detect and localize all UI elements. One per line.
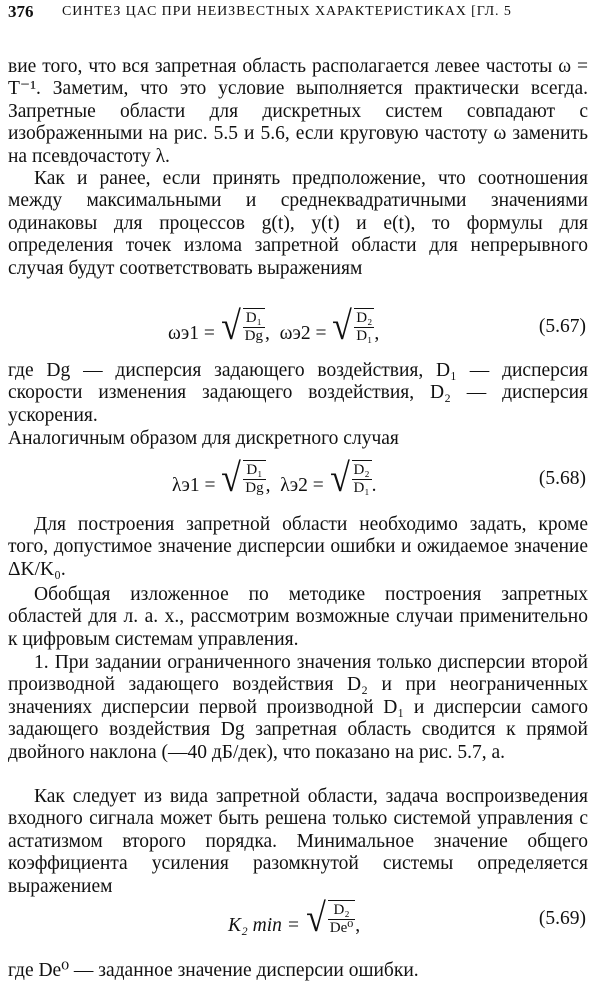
paragraph-2: Как и ранее, если принять предположение, что соотношения между максимальными и среднеквадратичными значениями одинаковы для процессов g(t), y(t) и e(t), то формулы для определения точек излома запретной области для непрерывного случая будут соответствовать выражениям	[8, 168, 588, 279]
sqrt-symbol: √ $\frac{\text{D₂}}{\text{D₁}}$	[332, 303, 373, 348]
page-number: 376	[8, 2, 34, 21]
paragraph-3: где Dg — дисперсия задающего воздействия, D₁ — дисперсия скорости изменения задающего воздействия, D₂ — дисперсия ускорения.	[8, 360, 588, 426]
running-header	[0, 0, 600, 26]
equation-number: (5.68)	[538, 468, 586, 489]
eq567-lhs1: ωэ1 =	[168, 323, 215, 344]
sqrt-symbol: √ $\frac{\text{D₁}}{Dg}$	[221, 455, 264, 500]
eq567-num2: D₂	[356, 309, 373, 326]
paragraph-7: 1. При задании ограниченного значения только дисперсии второй производной задающего воздействия D₂ и при неограниченных значениях дисперсии первой производной D₁ и дисперсии самого задающего воздействия Dg запретная область сводится к прямой двойного наклона (—40 дБ/дек), что показано на рис. 5.7, а.	[8, 652, 588, 763]
paragraph-4: Аналогичным образом для дискретного случая	[8, 428, 399, 449]
sqrt-symbol: √ $\frac{\text{D₁}}{Dg}$	[220, 303, 263, 348]
paragraph-1: вие того, что вся запретная область располагается левее частоты ω = T⁻¹. Заметим, что это условие выполняется практически всегда. Запретные области для дискретных систем совпадают с изображенными на рис. 5.5 и 5.6, если круговую частоту ω заменить на псевдочастоту λ.	[8, 56, 588, 167]
paragraph-5: Для построения запретной области необходимо задать, кроме того, допустимое значение дисперсии ошибки и ожидаемое значение ΔK/K₀.	[8, 514, 588, 580]
sqrt-symbol: √ $\frac{\text{D₂}}{\text{De⁰}}$	[305, 895, 354, 940]
equation-number: (5.69)	[538, 908, 586, 929]
equation-number: (5.67)	[538, 316, 586, 337]
eq567-den1: Dg	[244, 327, 263, 344]
eq567-den2: D₁	[356, 327, 373, 344]
eq568-den1: Dg	[245, 479, 264, 496]
eq568-num1: D₁	[243, 462, 265, 480]
eq568-lhs2: λэ2 =	[280, 475, 324, 496]
eq568-den2: D₁	[353, 479, 370, 496]
eq569-den: De⁰	[329, 919, 354, 936]
paragraph-6: Обобщая изложенное по методике построения запретных областей для л. а. х., рассмотрим возможные случаи применительно к цифровым системам управления.	[8, 584, 588, 650]
paragraph-8: Как следует из вида запретной области, задача воспроизведения входного сигнала может быть решена только системой управления с астатизмом второго порядка. Минимальное значение общего коэффициента усиления разомкнутой системы определяется выражением	[8, 786, 588, 897]
paragraph-9: где De⁰ — заданное значение дисперсии ошибки.	[8, 960, 419, 981]
sqrt-symbol: √ $\frac{\text{D₂}}{\text{D₁}}$	[329, 455, 370, 500]
eq569-num: D₂	[328, 902, 356, 920]
eq569-lhs: K₂ min =	[228, 915, 300, 936]
eq568-lhs1: λэ1 =	[172, 475, 216, 496]
eq567-num1: D₁	[243, 310, 265, 328]
eq567-lhs2: ωэ2 =	[279, 323, 327, 344]
eq568-num2: D₂	[353, 461, 370, 478]
running-title: СИНТЕЗ ЦАС ПРИ НЕИЗВЕСТНЫХ ХАРАКТЕРИСТИКАХ [ГЛ. 5	[62, 4, 512, 19]
